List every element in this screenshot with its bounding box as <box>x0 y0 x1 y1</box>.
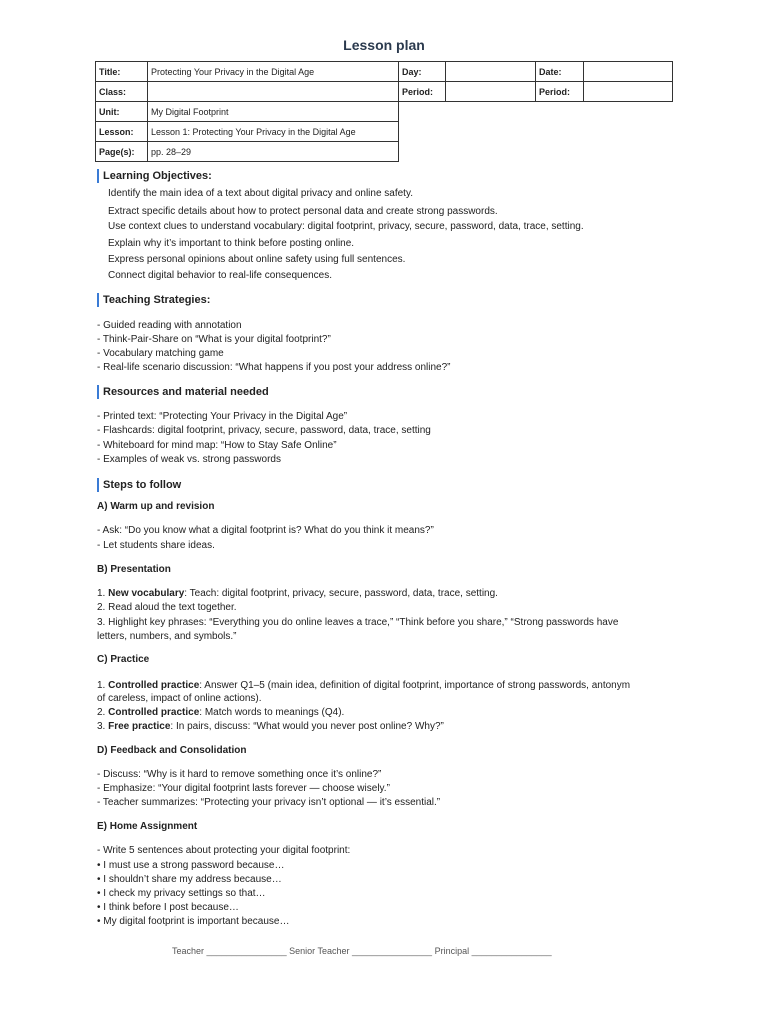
objective-item: Extract specific details about how to protect personal data and create strong passwords. <box>108 206 498 217</box>
objective-item: Use context clues to understand vocabulary: digital footprint, privacy, secure, password, data, trace, setting. <box>108 221 584 232</box>
step-e-item: • I must use a strong password because… <box>97 860 285 871</box>
step-c-item: 3. Free practice: In pairs, discuss: “What would you never post online? Why?” <box>97 721 444 732</box>
practice-text: : Answer Q1–5 (main idea, definition of digital footprint, importance of strong passwords, antonym <box>199 680 631 691</box>
step-a-title: A) Warm up and revision <box>97 501 215 512</box>
step-e-item: - Write 5 sentences about protecting your digital footprint: <box>97 845 351 856</box>
step-e-title: E) Home Assignment <box>97 821 198 832</box>
step-d-title: D) Feedback and Consolidation <box>97 745 247 756</box>
resources-heading: Resources and material needed <box>97 385 269 399</box>
vocabulary-text: : Teach: digital footprint, privacy, secure, password, data, trace, setting. <box>184 588 498 599</box>
strategy-item: - Real-life scenario discussion: “What happens if you post your address online?” <box>97 362 451 373</box>
date-value <box>584 62 673 82</box>
objectives-heading: Learning Objectives: <box>97 169 212 183</box>
step-e-item: • My digital footprint is important because… <box>97 916 290 927</box>
resource-item: - Examples of weak vs. strong passwords <box>97 454 281 465</box>
class-label: Class: <box>96 82 148 102</box>
period-label: Period: <box>536 82 584 102</box>
strategies-heading: Teaching Strategies: <box>97 293 210 307</box>
step-a-item: - Let students share ideas. <box>97 540 215 551</box>
step-b-item: letters, numbers, and symbols.” <box>97 631 237 642</box>
step-c-item: 1. Controlled practice: Answer Q1–5 (main idea, definition of digital footprint, importance of strong passwords, antonym <box>97 680 631 691</box>
step-b-item: 3. Highlight key phrases: “Everything you do online leaves a trace,” “Think before you share,” “Strong passwords have <box>97 617 619 628</box>
lesson-value: Lesson 1: Protecting Your Privacy in the Digital Age <box>148 122 399 142</box>
practice-text: : Match words to meanings (Q4). <box>199 707 345 718</box>
class-value <box>148 82 399 102</box>
pages-label: Page(s): <box>96 142 148 162</box>
practice-label: Controlled practice <box>108 680 200 691</box>
unit-label: Unit: <box>96 102 148 122</box>
step-d-item: - Teacher summarizes: “Protecting your privacy isn’t optional — it’s essential.” <box>97 797 441 808</box>
page-title: Lesson plan <box>343 37 425 53</box>
pages-value: pp. 28–29 <box>148 142 399 162</box>
strategy-item: - Think-Pair-Share on “What is your digital footprint?” <box>97 334 331 345</box>
step-c-title: C) Practice <box>97 654 150 665</box>
period-value <box>446 82 536 102</box>
step-e-item: • I think before I post because… <box>97 902 239 913</box>
resource-item: - Whiteboard for mind map: “How to Stay Safe Online” <box>97 440 337 451</box>
signature-footer: Teacher ________________ Senior Teacher ________________ Principal ________________ <box>172 946 552 956</box>
objective-item: Explain why it’s important to think before posting online. <box>108 238 355 249</box>
strategy-item: - Guided reading with annotation <box>97 320 242 331</box>
step-c-item: 2. Controlled practice: Match words to meanings (Q4). <box>97 707 345 718</box>
steps-heading: Steps to follow <box>97 478 181 492</box>
practice-text: : In pairs, discuss: “What would you never post online? Why?” <box>170 721 444 732</box>
step-b-title: B) Presentation <box>97 564 171 575</box>
step-b-item: 2. Read aloud the text together. <box>97 602 237 613</box>
period-label: Period: <box>399 82 446 102</box>
step-e-item: • I check my privacy settings so that… <box>97 888 266 899</box>
practice-label: Free practice <box>108 721 171 732</box>
resource-item: - Printed text: “Protecting Your Privacy in the Digital Age” <box>97 411 348 422</box>
step-e-item: • I shouldn’t share my address because… <box>97 874 282 885</box>
step-c-item: of careless, impact of online actions). <box>97 693 262 704</box>
strategy-item: - Vocabulary matching game <box>97 348 224 359</box>
objective-item: Connect digital behavior to real-life consequences. <box>108 270 333 281</box>
lesson-label: Lesson: <box>96 122 148 142</box>
objective-item: Express personal opinions about online safety using full sentences. <box>108 254 406 265</box>
unit-value: My Digital Footprint <box>148 102 399 122</box>
date-label: Date: <box>536 62 584 82</box>
practice-label: Controlled practice <box>108 707 200 718</box>
step-b-item: 1. New vocabulary: Teach: digital footprint, privacy, secure, password, data, trace, setting. <box>97 588 498 599</box>
period-value <box>584 82 673 102</box>
objective-item: Identify the main idea of a text about digital privacy and online safety. <box>108 188 413 199</box>
resource-item: - Flashcards: digital footprint, privacy, secure, password, data, trace, setting <box>97 425 431 436</box>
title-value: Protecting Your Privacy in the Digital Age <box>148 62 399 82</box>
lesson-info-table <box>95 61 673 162</box>
title-label: Title: <box>96 62 148 82</box>
vocabulary-label: New vocabulary <box>108 588 185 599</box>
day-value <box>446 62 536 82</box>
step-d-item: - Emphasize: “Your digital footprint lasts forever — choose wisely.” <box>97 783 390 794</box>
step-a-item: - Ask: “Do you know what a digital footprint is? What do you think it means?” <box>97 525 434 536</box>
step-d-item: - Discuss: “Why is it hard to remove something once it’s online?” <box>97 769 382 780</box>
day-label: Day: <box>399 62 446 82</box>
